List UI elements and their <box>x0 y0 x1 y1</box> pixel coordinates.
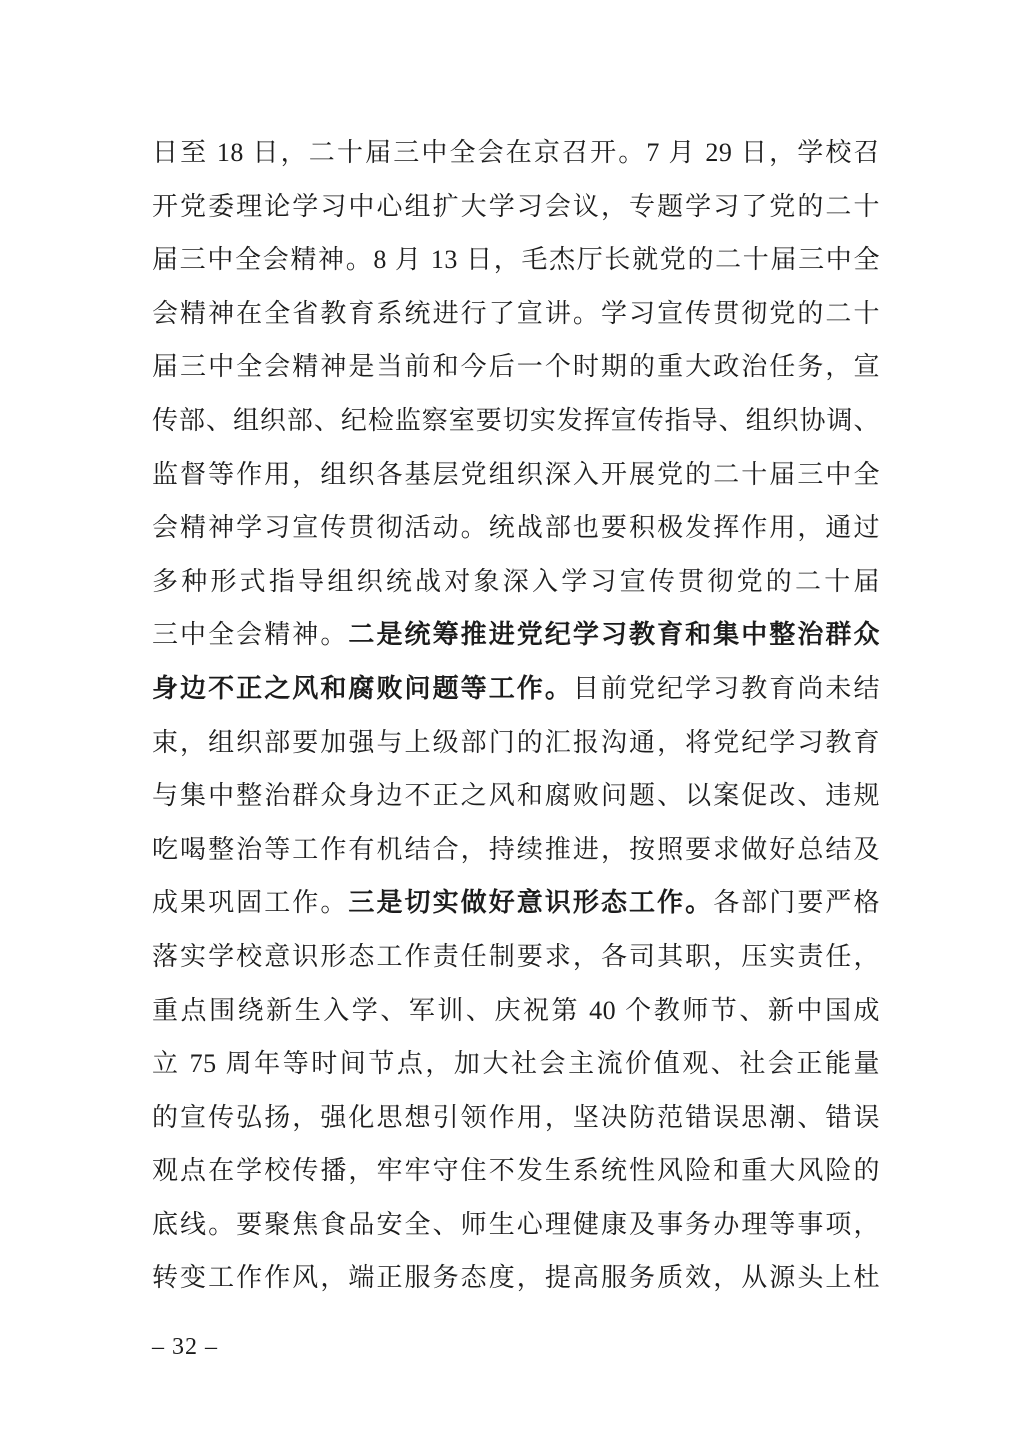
text-segment-bold-heading-3: 三是切实做好意识形态工作。 <box>348 888 714 918</box>
text-segment: 开党委理论学习中心组扩大学习会议，专题学习了党的二十 <box>152 191 880 221</box>
text-segment-bold-heading-2: 二是统筹推进党纪学习教育和集中整治群众 <box>348 620 880 650</box>
text-segment: 监督等作用，组织各基层党组织深入开展党的二十届三中全 <box>152 459 880 489</box>
text-segment: 转变工作作风，端正服务态度，提高服务质效，从源头上杜 <box>152 1263 880 1293</box>
text-line-9 <box>152 555 880 609</box>
text-segment: 成果巩固工作。 <box>152 888 349 918</box>
text-segment: 届三中全会精神。8 月 13 日，毛杰厅长就党的二十届三中全 <box>152 245 880 275</box>
text-segment: 传部、组织部、纪检监察室要切实发挥宣传指导、组织协调、 <box>152 405 880 435</box>
page-number: – 32 – <box>152 1334 218 1360</box>
text-line-6 <box>152 394 880 448</box>
text-segment: 立 75 周年等时间节点，加大社会主流价值观、社会正能量 <box>152 1049 880 1079</box>
text-line-2 <box>152 180 880 234</box>
text-segment: 底线。要聚焦食品安全、师生心理健康及事务办理等事项， <box>152 1209 880 1239</box>
text-segment: 观点在学校传播，牢牢守住不发生系统性风险和重大风险的 <box>152 1156 880 1186</box>
text-line-16 <box>152 930 880 984</box>
text-line-8 <box>152 501 880 555</box>
text-segment: 吃喝整治等工作有机结合，持续推进，按照要求做好总结及 <box>152 834 880 864</box>
text-segment-bold-heading-2-cont: 身边不正之风和腐败问题等工作。 <box>152 673 573 703</box>
text-line-10 <box>152 608 880 662</box>
text-line-14 <box>152 823 880 877</box>
text-segment: 届三中全会精神是当前和今后一个时期的重大政治任务，宣 <box>152 352 880 382</box>
text-line-22 <box>152 1251 880 1305</box>
document-body-text <box>152 126 880 1305</box>
text-segment: 各部门要严格 <box>713 888 880 918</box>
text-line-20 <box>152 1144 880 1198</box>
text-segment: 多种形式指导组织统战对象深入学习宣传贯彻党的二十届 <box>152 566 880 596</box>
text-segment: 的宣传弘扬，强化思想引领作用，坚决防范错误思潮、错误 <box>152 1102 880 1132</box>
text-segment: 目前党纪学习教育尚未结 <box>572 673 880 703</box>
text-line-13 <box>152 769 880 823</box>
text-segment: 落实学校意识形态工作责任制要求，各司其职，压实责任， <box>152 941 880 971</box>
text-line-1 <box>152 126 880 180</box>
text-line-7 <box>152 448 880 502</box>
text-line-19 <box>152 1091 880 1145</box>
text-line-15 <box>152 876 880 930</box>
text-segment: 与集中整治群众身边不正之风和腐败问题、以案促改、违规 <box>152 781 880 811</box>
text-line-4 <box>152 287 880 341</box>
text-line-12 <box>152 716 880 770</box>
text-line-17 <box>152 984 880 1038</box>
text-segment: 会精神学习宣传贯彻活动。统战部也要积极发挥作用，通过 <box>152 513 880 543</box>
text-segment: 束，组织部要加强与上级部门的汇报沟通，将党纪学习教育 <box>152 727 880 757</box>
text-segment: 日至 18 日，二十届三中全会在京召开。7 月 29 日，学校召 <box>152 138 880 167</box>
text-line-5 <box>152 340 880 394</box>
text-line-3 <box>152 233 880 287</box>
text-line-21 <box>152 1198 880 1252</box>
text-line-18 <box>152 1037 880 1091</box>
text-segment: 重点围绕新生入学、军训、庆祝第 40 个教师节、新中国成 <box>152 995 880 1025</box>
text-segment: 三中全会精神。 <box>152 620 349 650</box>
text-line-11 <box>152 662 880 716</box>
text-segment: 会精神在全省教育系统进行了宣讲。学习宣传贯彻党的二十 <box>152 298 880 328</box>
